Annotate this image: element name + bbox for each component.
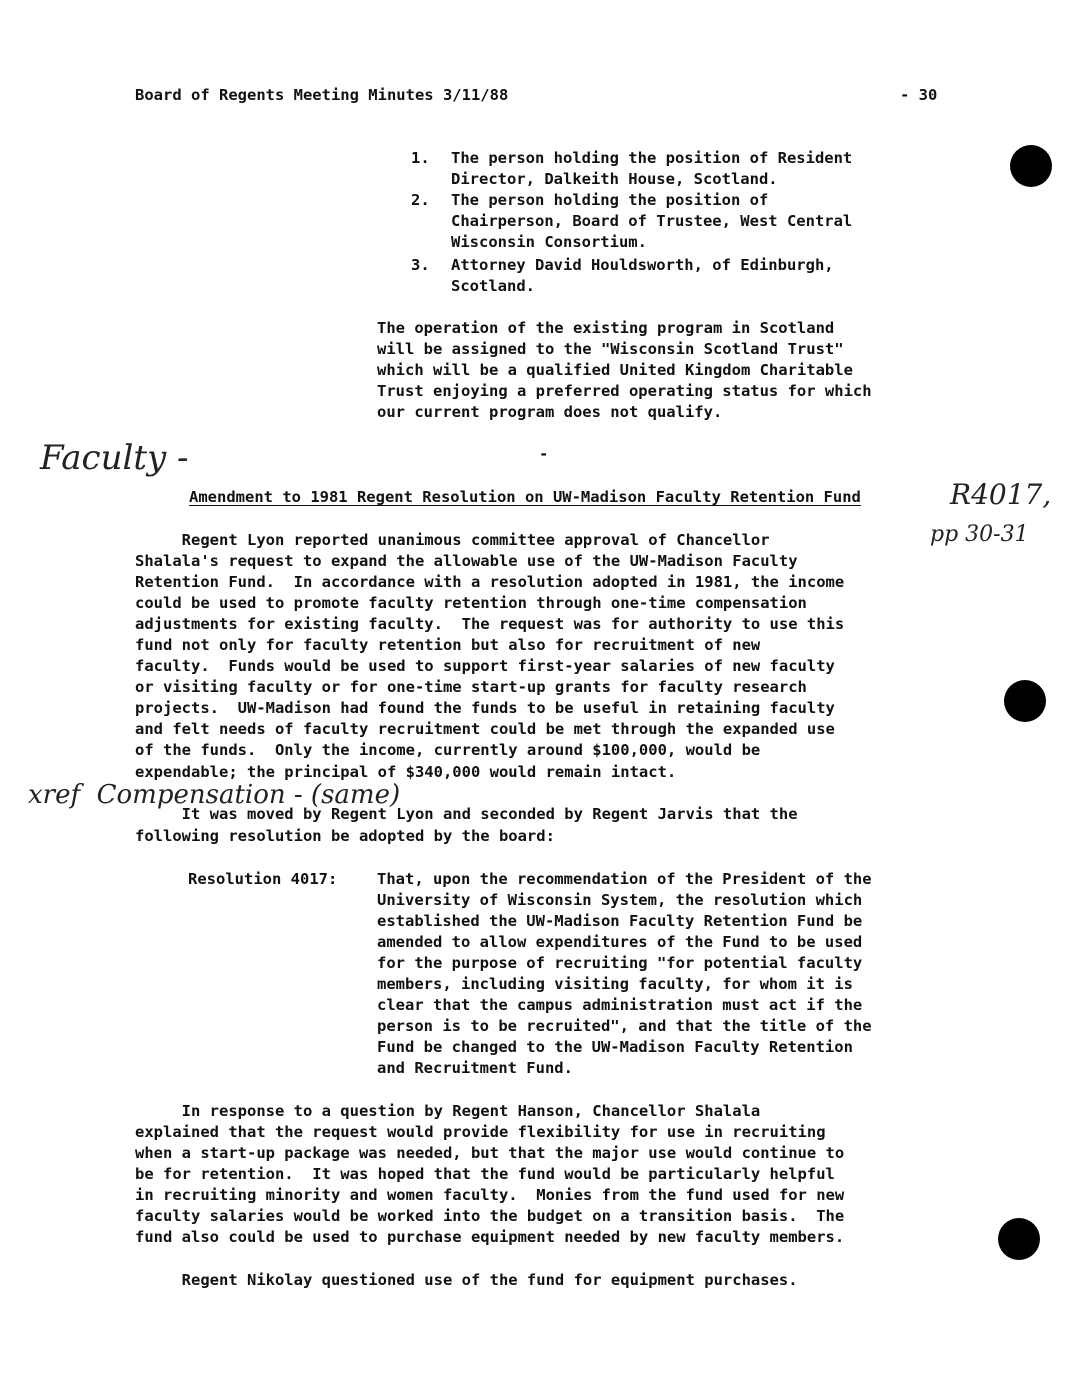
- paragraph-line: our current program does not qualify.: [377, 403, 723, 421]
- paragraph-line: will be assigned to the "Wisconsin Scotland Trust": [377, 340, 844, 358]
- paragraph-line: Trust enjoying a preferred operating status for which: [377, 382, 872, 400]
- list-item-line: Chairperson, Board of Trustee, West Central: [451, 212, 853, 230]
- paragraph-line: Regent Lyon reported unanimous committee approval of Chancellor: [135, 531, 770, 549]
- list-item-line: The person holding the position of: [451, 191, 769, 209]
- resolution-line: amended to allow expenditures of the Fund to be used: [377, 933, 863, 951]
- list-number: 3.: [411, 256, 430, 274]
- paragraph-line: It was moved by Regent Lyon and seconded by Regent Jarvis that the: [135, 805, 798, 823]
- page-title: Board of Regents Meeting Minutes 3/11/88: [135, 86, 509, 104]
- binder-hole: [998, 1218, 1040, 1260]
- paragraph-line: faculty. Funds would be used to support first-year salaries of new faculty: [135, 657, 835, 675]
- resolution-label: Resolution 4017:: [188, 870, 338, 888]
- paragraph-line: Retention Fund. In accordance with a resolution adopted in 1981, the income: [135, 573, 845, 591]
- resolution-line: Fund be changed to the UW-Madison Faculty Retention: [377, 1038, 853, 1056]
- paragraph-line: projects. UW-Madison had found the funds to be useful in retaining faculty: [135, 699, 835, 717]
- paragraph-line: could be used to promote faculty retention through one-time compensation: [135, 594, 807, 612]
- resolution-line: University of Wisconsin System, the resolution which: [377, 891, 863, 909]
- dash-mark: -: [539, 445, 549, 463]
- list-item-line: Wisconsin Consortium.: [451, 233, 647, 251]
- resolution-line: and Recruitment Fund.: [377, 1059, 573, 1077]
- paragraph-line: In response to a question by Regent Hanson, Chancellor Shalala: [135, 1102, 761, 1120]
- page-number: - 30: [900, 86, 938, 104]
- resolution-line: That, upon the recommendation of the President of the: [377, 870, 872, 888]
- paragraph-line: faculty salaries would be worked into the budget on a transition basis. The: [135, 1207, 845, 1225]
- handwritten-r4017: R4017,: [950, 478, 1052, 511]
- paragraph-line: which will be a qualified United Kingdom Charitable: [377, 361, 853, 379]
- paragraph-line: or visiting faculty or for one-time start-up grants for faculty research: [135, 678, 807, 696]
- paragraph-line: The operation of the existing program in Scotland: [377, 319, 835, 337]
- resolution-line: members, including visiting faculty, for whom it is: [377, 975, 853, 993]
- list-number: 2.: [411, 191, 430, 209]
- paragraph-line: and felt needs of faculty recruitment could be met through the expanded use: [135, 720, 835, 738]
- handwritten-xref: xref Compensation - (same): [28, 780, 401, 810]
- resolution-line: person is to be recruited", and that the title of the: [377, 1017, 872, 1035]
- list-item-line: Attorney David Houldsworth, of Edinburgh,: [451, 256, 834, 274]
- binder-hole: [1010, 145, 1052, 187]
- paragraph-line: fund also could be used to purchase equipment needed by new faculty members.: [135, 1228, 845, 1246]
- handwritten-faculty: Faculty -: [40, 438, 189, 478]
- list-number: 1.: [411, 149, 430, 167]
- list-item-line: Director, Dalkeith House, Scotland.: [451, 170, 778, 188]
- paragraph-line: of the funds. Only the income, currently around $100,000, would be: [135, 741, 761, 759]
- paragraph-line: be for retention. It was hoped that the fund would be particularly helpful: [135, 1165, 835, 1183]
- resolution-line: clear that the campus administration must act if the: [377, 996, 863, 1014]
- binder-hole: [1004, 680, 1046, 722]
- list-item-line: Scotland.: [451, 277, 535, 295]
- resolution-line: established the UW-Madison Faculty Retention Fund be: [377, 912, 863, 930]
- resolution-line: for the purpose of recruiting "for potential faculty: [377, 954, 863, 972]
- paragraph-line: Shalala's request to expand the allowable use of the UW-Madison Faculty: [135, 552, 798, 570]
- paragraph-line: when a start-up package was needed, but that the major use would continue to: [135, 1144, 845, 1162]
- handwritten-pages: pp 30-31: [930, 522, 1029, 547]
- paragraph-line: adjustments for existing faculty. The request was for authority to use this: [135, 615, 845, 633]
- section-heading: Amendment to 1981 Regent Resolution on UW-Madison Faculty Retention Fund: [189, 488, 861, 506]
- paragraph-line: explained that the request would provide flexibility for use in recruiting: [135, 1123, 826, 1141]
- paragraph-line: fund not only for faculty retention but also for recruitment of new: [135, 636, 761, 654]
- paragraph-line: in recruiting minority and women faculty. Monies from the fund used for new: [135, 1186, 845, 1204]
- paragraph-line: expendable; the principal of $340,000 would remain intact.: [135, 763, 677, 781]
- paragraph-line: following resolution be adopted by the board:: [135, 827, 555, 845]
- paragraph-nikolay: Regent Nikolay questioned use of the fund for equipment purchases.: [135, 1271, 798, 1289]
- list-item-line: The person holding the position of Resident: [451, 149, 853, 167]
